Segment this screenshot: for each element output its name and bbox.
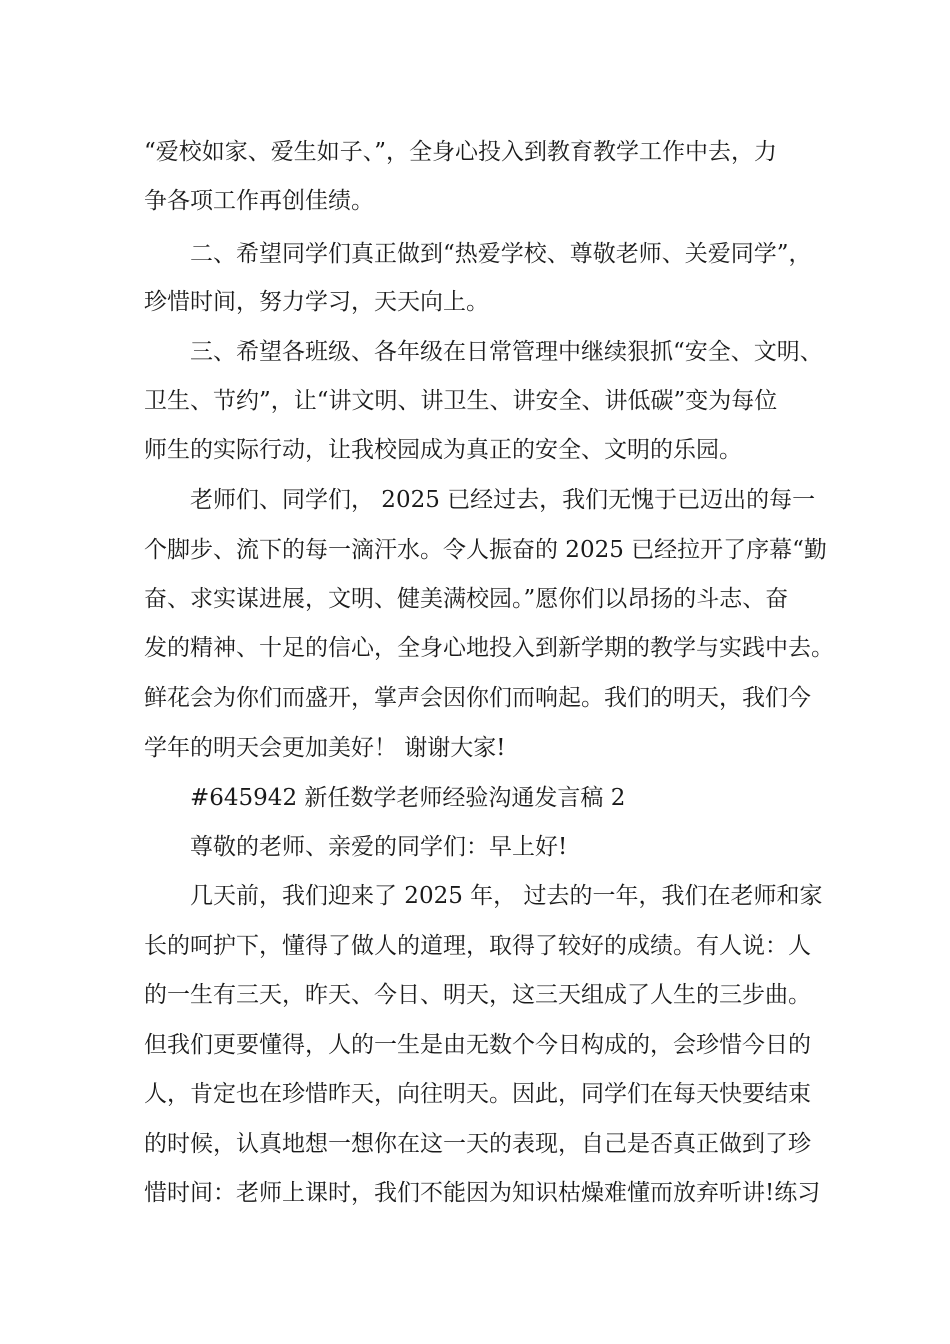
greeting-line: 尊敬的老师、亲爱的同学们：早上好! <box>190 834 568 860</box>
text-line: 发的精神、十足的信心，全身心地投入到新学期的教学与实践中去。 <box>144 635 834 661</box>
paragraph-line: 二、希望同学们真正做到“热爱学校、尊敬老师、关爱同学”， <box>190 241 812 267</box>
text-line: 的一生有三天，昨天、今日、明天，这三天组成了人生的三步曲。 <box>144 982 811 1008</box>
section-heading: #645942 新任数学老师经验沟通发言稿 2 <box>190 785 626 811</box>
text-line: 鲜花会为你们而盛开，掌声会因你们而响起。我们的明天，我们今 <box>144 685 811 711</box>
paragraph-line: 老师们、同学们， 2025 已经过去，我们无愧于已迈出的每一 <box>190 487 816 513</box>
text-line: 但我们更要懂得，人的一生是由无数个今日构成的，会珍惜今日的 <box>144 1032 811 1058</box>
text-line: 争各项工作再创佳绩。 <box>144 188 374 214</box>
text-line: 惜时间：老师上课时，我们不能因为知识枯燥难懂而放弃听讲!练习 <box>144 1180 821 1206</box>
text-line: 学年的明天会更加美好！ 谢谢大家! <box>144 735 506 761</box>
text-line: 的时候，认真地想一想你在这一天的表现，自己是否真正做到了珍 <box>144 1131 811 1157</box>
text-line: “爱校如家、爱生如子、”，全身心投入到教育教学工作中去，力 <box>144 139 778 165</box>
paragraph-line: 三、希望各班级、各年级在日常管理中继续狠抓“安全、文明、 <box>190 339 823 365</box>
paragraph-line: 几天前，我们迎来了 2025 年， 过去的一年，我们在老师和家 <box>190 883 823 909</box>
text-line: 奋、求实谋进展，文明、健美满校园。”愿你们以昂扬的斗志、奋 <box>144 586 789 612</box>
text-line: 长的呵护下，懂得了做人的道理，取得了较好的成绩。有人说：人 <box>144 933 811 959</box>
text-line: 个脚步、流下的每一滴汗水。令人振奋的 2025 已经拉开了序幕“勤 <box>144 537 827 563</box>
text-line: 卫生、节约”，让“讲文明、讲卫生、讲安全、讲低碳”变为每位 <box>144 388 778 414</box>
text-line: 师生的实际行动，让我校园成为真正的安全、文明的乐园。 <box>144 437 742 463</box>
text-line: 人，肯定也在珍惜昨天，向往明天。因此，同学们在每天快要结束 <box>144 1081 811 1107</box>
text-line: 珍惜时间，努力学习，天天向上。 <box>144 289 489 315</box>
